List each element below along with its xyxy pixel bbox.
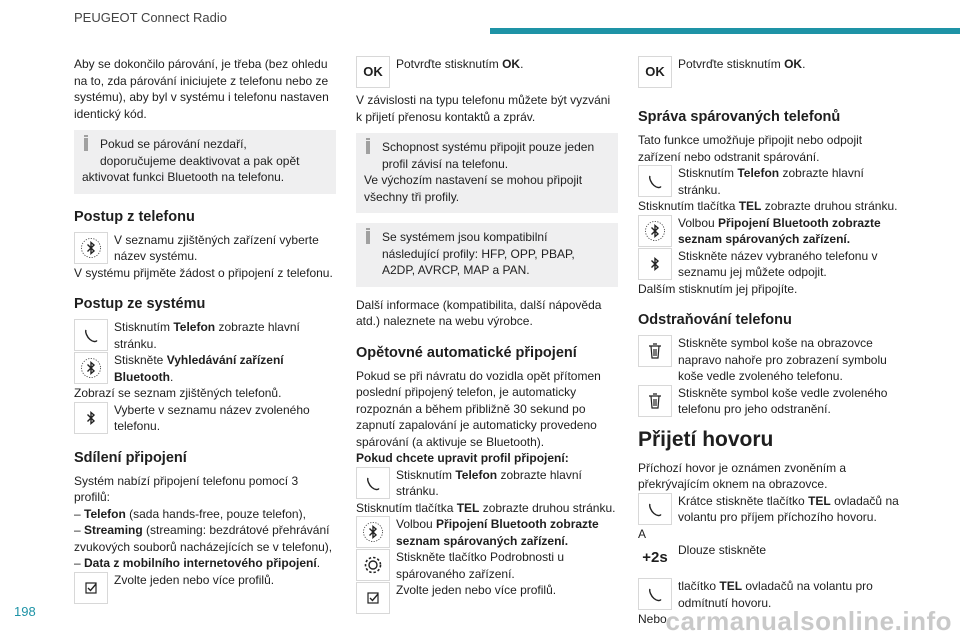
phone-handset-icon: [638, 493, 672, 525]
info-icon: [366, 141, 370, 154]
column-2: OK Potvrďte stisknutím OK. V závislosti na typu telefonu můžete být vyzváni k přijetí přenosu kontaktů a zpráv. Schopnost systému připojit pouze jeden profil závisí na telefonu. Ve výchozím nastavení se mohou připojit všechny tři profily. Se systémem jsou kompatibilní následující profily: HFP, OPP, PBAP, A2DP, AVRCP, MAP a PAN. Další informace (kompatibilita, další nápověda atd.) naleznete na webu výrobce. Opětovné automatické připojení Pokud se při návratu do vozidla opět přítomen poslední připojený telefon, je automaticky rozpoznán a během přibližně 30 sekund po zapnutí zapalování je automaticky provedeno spárování (a aktivuje se Bluetooth). Pokud chcete upravit profil připojení: Stisknutím Telefon zobrazte hlavní stránku. Stisknutím tlačítka TEL zobrazte druhou stránku. Volbou Připojení Bluetooth zobrazte seznam spárovaných zařízení. Stiskněte tlačítko Podrobnosti u spárovaného zařízení. Zvolte jeden nebo více profilů.: [356, 56, 618, 614]
note-box: Se systémem jsou kompatibilní následující profily: HFP, OPP, PBAP, A2DP, AVRCP, MAP a PAN.: [356, 223, 618, 287]
bluetooth-search-icon: [74, 352, 108, 384]
list-item: – Streaming (streaming: bezdrátové přehrávání zvukových souborů nacházejících se v telefonu),: [74, 523, 333, 554]
step: Stiskněte Vyhledávání zařízení Bluetooth.: [74, 352, 336, 385]
bluetooth-icon: [638, 248, 672, 280]
step: Stiskněte tlačítko Podrobnosti u spárovaného zařízení.: [356, 549, 618, 582]
step: Zvolte jeden nebo více profilů.: [74, 572, 336, 604]
column-1: Aby se dokončilo párování, je třeba (bez ohledu na to, zda párování iniciujete z telefonu nebo ze systému), aby byl v systému i telefonu nastaven identický kód. Pokud se párování nezdaří, doporučujeme deaktivovat a pak opět aktivovat funkci Bluetooth na telefonu. Postup z telefonu V seznamu zjištěných zařízení vyberte název systému. V systému přijměte žádost o připojení z telefonu. Postup ze systému Stisknutím Telefon zobrazte hlavní stránku. Stiskněte Vyhledávání zařízení Bluetooth. Zobrazí se seznam zjištěných telefonů. Vyberte v seznamu název zvoleného telefonu. Sdílení připojení Systém nabízí připojení telefonu pomocí 3 profilů: – Telefon (sada hands-free, pouze telefon), – Streaming (streaming: bezdrátové přehrávání zvukových souborů nacházejících se v telefonu), – Data z mobilního internetového připojení. Zvolte jeden nebo více profilů.: [74, 56, 336, 604]
section-heading: Správa spárovaných telefonů: [638, 109, 841, 125]
ok-button-icon: OK: [638, 56, 672, 88]
bluetooth-icon: [74, 232, 108, 264]
step: Stisknutím Telefon zobrazte hlavní stránku.: [638, 165, 900, 198]
trash-icon: [638, 335, 672, 367]
step: Stiskněte symbol koše vedle zvoleného telefonu pro jeho odstranění.: [638, 385, 900, 418]
list-item: – Data z mobilního internetového připojení.: [74, 556, 321, 570]
bluetooth-icon: [638, 215, 672, 247]
note-box: Pokud se párování nezdaří, doporučujeme deaktivovat a pak opět aktivovat funkci Bluetooth na telefonu.: [74, 130, 336, 194]
list-item: – Telefon (sada hands-free, pouze telefon),: [74, 506, 306, 521]
info-icon: [366, 231, 370, 244]
phone-handset-icon: [74, 319, 108, 351]
step: OK Potvrďte stisknutím OK.: [638, 56, 900, 88]
step: Zvolte jeden nebo více profilů.: [356, 582, 618, 614]
bluetooth-icon: [74, 402, 108, 434]
checkbox-icon: [74, 572, 108, 604]
section-heading-large: Přijetí hovoru: [638, 427, 774, 451]
step: +2s Dlouze stiskněte: [638, 542, 900, 574]
step: Stisknutím Telefon zobrazte hlavní stránku.: [74, 319, 336, 352]
step: Stiskněte název vybraného telefonu v seznamu jej můžete odpojit.: [638, 248, 900, 281]
step: Krátce stiskněte tlačítko TEL ovladačů na volantu pro příjem příchozího hovoru.: [638, 493, 900, 526]
column-3: OK Potvrďte stisknutím OK. Správa spárovaných telefonů Tato funkce umožňuje připojit nebo odpojit zařízení nebo odstranit spárování. Stisknutím Telefon zobrazte hlavní stránku. Stisknutím tlačítka TEL zobrazte druhou stránku. Volbou Připojení Bluetooth zobrazte seznam spárovaných zařízení. Stiskněte název vybraného telefonu v seznamu jej můžete odpojit. Dalším stisknutím jej připojíte. Odstraňování telefonu Stiskněte symbol koše na obrazovce napravo nahoře pro zobrazení symbolu koše vedle zvoleného telefonu. Stiskněte symbol koše vedle zvoleného telefonu pro jeho odstranění. Přijetí hovoru Příchozí hovor je oznámen zvoněním a překrývajícím oknem na obrazovce. Krátce stiskněte tlačítko TEL ovladačů na volantu pro příjem příchozího hovoru. A +2s Dlouze stiskněte tlačítko TEL ovladačů na volantu pro odmítnutí hovoru. Nebo: [638, 57, 899, 626]
section-heading: Postup ze systému: [74, 296, 206, 312]
step: Stiskněte symbol koše na obrazovce napravo nahoře pro zobrazení symbolu koše vedle zvoleného telefonu.: [638, 335, 900, 385]
info-icon: [84, 138, 88, 151]
step: OK Potvrďte stisknutím OK.: [356, 56, 618, 88]
long-press-icon: +2s: [638, 542, 672, 574]
step: Vyberte v seznamu název zvoleného telefonu.: [74, 402, 336, 435]
trash-icon: [638, 385, 672, 417]
gear-icon: [356, 549, 390, 581]
step: Volbou Připojení Bluetooth zobrazte seznam spárovaných zařízení.: [356, 516, 618, 549]
bluetooth-icon: [356, 516, 390, 548]
phone-handset-icon: [638, 165, 672, 197]
section-heading: Odstraňování telefonu: [638, 312, 792, 328]
running-header: PEUGEOT Connect Radio: [74, 10, 227, 25]
phone-handset-icon: [356, 467, 390, 499]
section-heading: Sdílení připojení: [74, 449, 187, 466]
watermark: carmanualsonline.info: [665, 606, 952, 636]
checkbox-icon: [356, 582, 390, 614]
page-number: 198: [14, 604, 36, 619]
pairing-code-paragraph: Aby se dokončilo párování, je třeba (bez ohledu na to, zda párování iniciujete z telefonu nebo ze systému), aby byl v systému i telefonu nastaven identický kód.: [74, 57, 329, 121]
ok-button-icon: OK: [356, 56, 390, 88]
step: Volbou Připojení Bluetooth zobrazte seznam spárovaných zařízení.: [638, 215, 900, 248]
section-heading: Opětovné automatické připojení: [356, 344, 577, 361]
section-heading: Postup z telefonu: [74, 208, 195, 225]
step: tlačítko TEL ovladačů na volantu pro odmítnutí hovoru.: [638, 578, 900, 611]
step: V seznamu zjištěných zařízení vyberte název systému.: [74, 232, 336, 265]
step: Stisknutím Telefon zobrazte hlavní stránku.: [356, 467, 618, 500]
header-rule: [490, 28, 960, 34]
note-box: Schopnost systému připojit pouze jeden profil závisí na telefonu. Ve výchozím nastavení se mohou připojit všechny tři profily.: [356, 133, 618, 213]
